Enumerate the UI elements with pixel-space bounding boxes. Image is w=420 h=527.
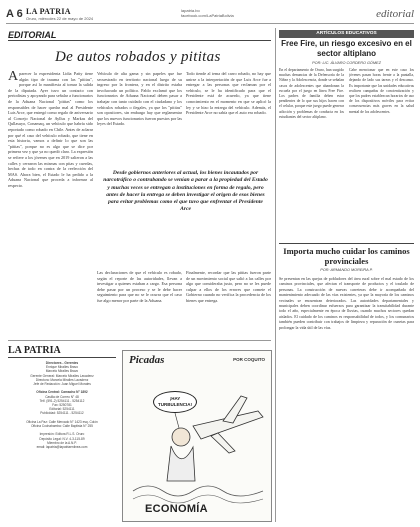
article-2-body: Se presentan en las quejas de pobladores del área rural sobre el mal estado de los caminos provinciales, que afectan el transporte de productos y el traslado de personas. La construcción de nuevas carreteras debe ir acompañada del mantenimiento adecuado de las vías existentes, ya que la mayoría de los caminos vecinales se encuentran deteriorados. Las autoridades departamentales y municipales deben coordinar esfuerzos para garantizar la transitabilidad durante todo el año, especialmente en época de lluvias, cuando muchos sectores quedan aislados. El cuidado de los caminos es responsabilidad de todos, y los comunarios también pueden contribuir con trabajos de limpieza y reparación de cunetas para prolongar la vida útil de las vías. bbox=[279, 276, 414, 330]
masthead-line: Impresión: Editora R.L.S. Oruro bbox=[39, 432, 85, 437]
masthead-box bbox=[8, 345, 116, 520]
header-facebook[interactable]: facebook.com/LaPatriaBolivia bbox=[181, 13, 234, 18]
masthead-line: Oficina Cochabamba: Calle Baptista N° 255 bbox=[31, 424, 93, 429]
editorial-label: EDITORIAL bbox=[8, 30, 57, 40]
section-name: editorial bbox=[376, 8, 414, 20]
article-1-column-b: Cabe mencionar que en este caso los jóvenes pasan horas frente a la pantalla, dejando de lado sus tareas y el descanso. Es importante que las unidades educativas realicen campañas de concientización y que los padres establezcan horarios de uso de los dispositivos móviles para evitar consecuencias más graves en la salud mental de los adolescentes. bbox=[349, 68, 414, 114]
cartoon-brand: Picadas bbox=[129, 354, 165, 366]
masthead-line: Enrique Miralles Bravo bbox=[45, 365, 79, 370]
masthead-line: Directora: Marcela Miralles Lavadenz bbox=[35, 377, 89, 382]
masthead-line: Marcelo Miralles Bravo bbox=[45, 369, 79, 374]
pull-quote: Desde gobiernos anteriores al actual, los bienes incautados por narcotráfico o contrabando se venían a parar a la propiedad del Estado y muchas veces se entregan a instituciones en forma de regalo, pero antes de hacer la entrega se deben investigar el origen de esos bienes para evitar problemas como el que tuvo que enfrentar el Presidente Arce bbox=[103, 170, 268, 213]
page-header bbox=[6, 6, 414, 24]
editorial-rule bbox=[8, 40, 271, 41]
editorial-column-1 bbox=[8, 71, 93, 336]
masthead-line: Publicidad: 5254111 - 5254112 bbox=[40, 411, 84, 416]
section-divider bbox=[8, 340, 271, 341]
editorial-cartoon bbox=[122, 350, 272, 522]
header-links bbox=[181, 8, 234, 18]
cartoon-author: POR COQUITO bbox=[233, 357, 265, 362]
cartoon-drawing bbox=[123, 351, 272, 522]
article-title-2: Importa mucho cuidar los caminos provinciales bbox=[283, 246, 410, 266]
editorial-column-3-lower: Finalmente, recordar que las pititas fueron parte de un movimiento social que salió a las calles por algo que consideraba justo, pero no se les puede culpar a ellos de los errores que comete el Gobierno cuando no verifica la procedencia de los bienes que entrega. bbox=[186, 270, 271, 303]
masthead-line: email: lapatria@lapatriaenlinea.com bbox=[36, 445, 88, 450]
masthead-line: Oficina La Paz: Calle Mercado N° 1423 esq. Colón bbox=[26, 419, 98, 424]
cartoon-caption: ECONOMÍA bbox=[145, 503, 208, 515]
article-category-tag: ARTÍCULOS EDUCATIVOS bbox=[279, 30, 414, 38]
masthead-title: LA PATRIA bbox=[8, 345, 116, 358]
masthead-line: Editorial: 5254111 bbox=[49, 407, 75, 412]
masthead-line: Miembro de la A.N.P. bbox=[47, 440, 77, 445]
editorial-col1-text: parecer la expresidenta Lidia Patty tiene algún tipo de trauma con las "pititas", porque así lo manifiesta al tomar la salida de la diputada. Ayer tuvo un contacto con periodistas y apoyando para señalar a funcionarios de la Aduana Nacional "pititas" como los responsables de hacer quedar mal al Presidente Luis Arce, que entregó como regalo de aniversario al Concejo Nacional de Ayllus y Markas del Qullasuyo, Conamaq, un vehículo que habría sido reportado como robado en Chile. Antes de aclarar por qué el caso del vehículo robado, que tiene en esta historia, vamos a definir lo que son las "pititas", porque no es algo que se dice por primera vez y que ya no quedó claro. La expresión se refiere a los jóvenes que en 2019 salieron a las calles y cerraron las mismas con pitas y cuerdas, hechas de todo en contra de la reelección del MAS. Ahora bien, el Estado le ha pedido a la Aduana Nacional que proceda a informar al respecto. bbox=[8, 71, 93, 188]
masthead-line: Casilla de Correo N° 48 bbox=[45, 394, 79, 399]
masthead-line: Telf. (591-2) 5254111 - 5254112 bbox=[39, 398, 85, 403]
page-number: A 6 bbox=[6, 8, 23, 20]
editorial-column-2: Vehículo de alta gama y sin papeles que fue secuestrado en territorio nacional luego de su ingreso por la frontera, y en el distrito estaba involucrado un político. Pablo exclamó que los funcionarios de Aduana Nacional deben pasar a trabajar con tanto cuidado con el ciudadano y los vehículos robados o ilegales, ya que los "pititas" son opositores, sin embargo hay que reglamentar que los nuevos funcionarios fueron puestos por las leyes del Estado. bbox=[97, 71, 182, 127]
masthead-line: Depósito Legal: N.V. 4-3-115-89 bbox=[39, 436, 85, 441]
drop-cap: A bbox=[8, 71, 19, 84]
article-divider bbox=[279, 243, 414, 244]
editorial-column-3: Todo tiende al tema del carro robado, no hay que unirse a la interpretación de que Luis Arce fue a entregar a las personas que reclaman por el vehículo, se le ha identificado para que el Presidente está de acuerdo, ya que tiene conocimiento en el momento en que se aplicó la ley y se hizo la entrega del vehículo. Además, el Presidente Arce no sabía que el auto era robado. bbox=[186, 71, 271, 116]
header-website[interactable]: lapatria.bo bbox=[181, 8, 200, 13]
masthead-line: Directores - Gerentes bbox=[45, 361, 79, 365]
article-byline-2: POR: ARMANDO MOREIRA P. bbox=[320, 268, 373, 272]
article-1-column-a: En el departamento de Oruro, han surgido muchas denuncias de la Defensoría de la Niñez y la Adolescencia, donde se señalan casos de adolescentes que abandonan la escuela por el juego en línea Free Fire. Los padres de familia deben estar pendientes de lo que sus hijos hacen con el celular, porque este juego puede generar adicción y problemas de conducta en los estudiantes del sector altiplano. bbox=[279, 68, 344, 119]
speech-bubble: ¡HAY TURBULENCIA! bbox=[153, 391, 197, 413]
masthead-line: Oficina Central: Camacho N° 1892 bbox=[36, 390, 88, 395]
masthead-line: Fax: 5250781 bbox=[52, 403, 72, 408]
column-divider bbox=[275, 28, 276, 522]
newspaper-logo: LA PATRIA bbox=[26, 7, 71, 16]
masthead-line: Jefe de Redacción: Juan Miguel Morales bbox=[33, 382, 91, 387]
editorial-title: De autos robados y pititas bbox=[55, 49, 221, 65]
masthead-line: Gerente General: Marcelo Miralles Lavadenz bbox=[30, 373, 94, 378]
article-title-1: Free Fire, un riesgo excesivo en el sector altiplano bbox=[281, 39, 412, 58]
header-date: Oruro, miércoles 22 de mayo de 2024 bbox=[26, 16, 94, 21]
editorial-column-2-lower: Las declaraciones de que el vehículo es robado, según el reporte de las autoridades, llevan a investigar a quienes estaban a cargo. Esa persona debe pasar por un proceso y se le debe hacer seguimiento para que no se le ocurra que el caso fue algo menor por parte de la Aduana. bbox=[97, 270, 182, 303]
article-byline-1: POR: LIC. ÁLVARO CORDERO GÓMEZ bbox=[312, 61, 381, 65]
